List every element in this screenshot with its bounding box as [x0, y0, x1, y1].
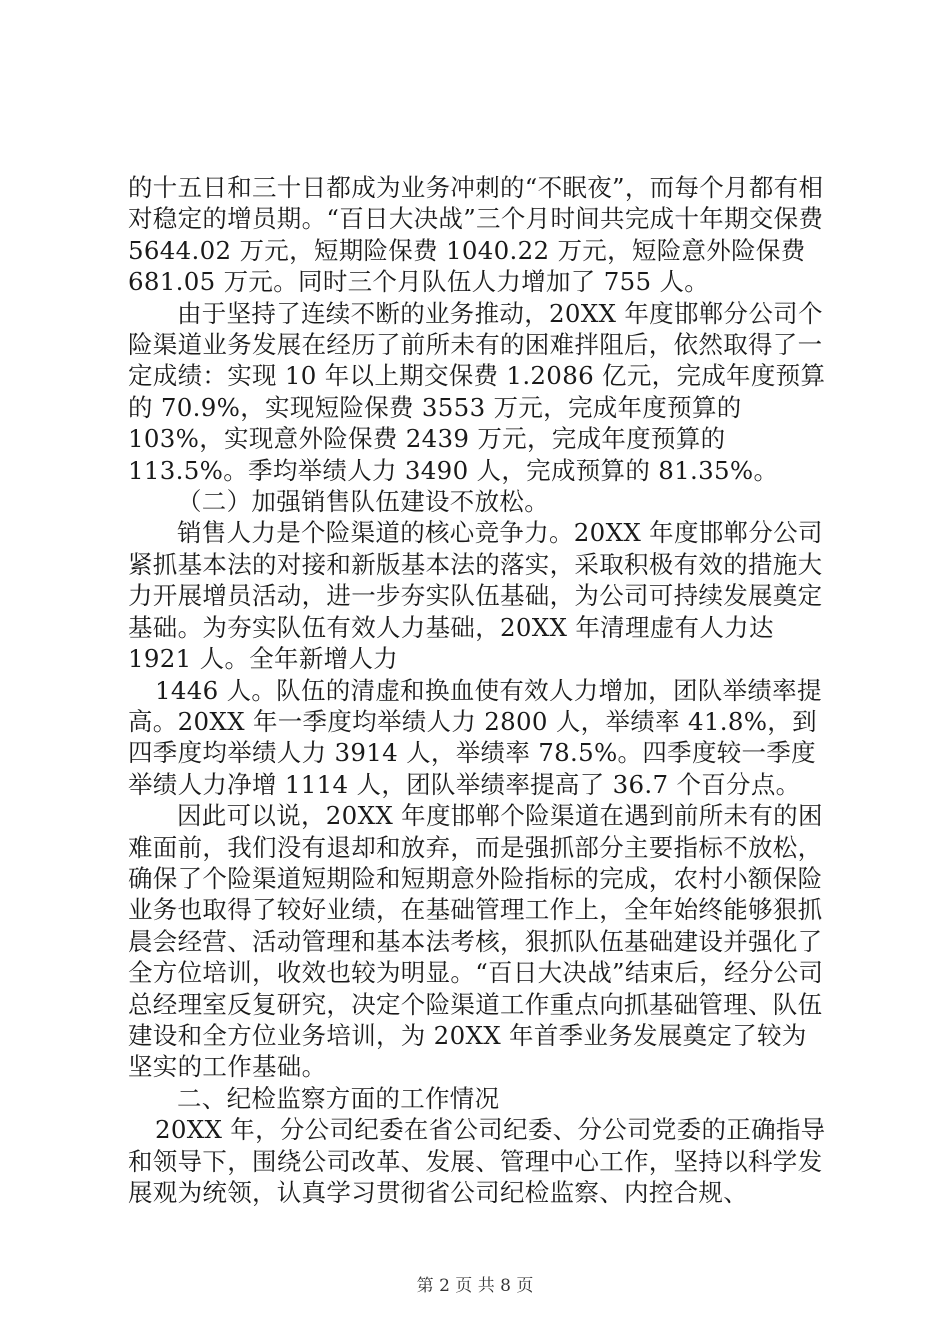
paragraph-4: 1446 人。队伍的清虚和换血使有效人力增加，团队举绩率提高。20XX 年一季度均举绩人力 2800 人，举绩率 41.8%，到四季度均举绩人力 3914 人，举绩率 78.5%。四季度较一季度举绩人力净增 1114 人，团队举绩率提高了 36.7 个百分点。: [128, 675, 822, 799]
paragraph-6: 20XX 年，分公司纪委在省公司纪委、分公司党委的正确指导和领导下，围绕公司改革、发展、管理中心工作，坚持以科学发展观为统领，认真学习贯彻省公司纪检监察、内控合规、: [128, 1115, 826, 1207]
paragraph-1: 的十五日和三十日都成为业务冲刺的“不眠夜”，而每个月都有相对稳定的增员期。“百日大决战”三个月时间共完成十年期交保费 5644.02 万元，短期险保费 1040.22 万元，短险意外险保费 681.05 万元。同时三个月队伍人力增加了 755 人。: [128, 173, 824, 297]
page-footer: 第 2 页 共 8 页: [416, 1276, 534, 1296]
paragraph-2: 由于坚持了连续不断的业务推动，20XX 年度邯郸分公司个险渠道业务发展在经历了前所未有的困难拌阻后，依然取得了一定成绩：实现 10 年以上期交保费 1.2086 亿元，完成年度预算的 70.9%，实现短险保费 3553 万元，完成年度预算的 103%，实现意外险保费 2439 万元，完成年度预算的 113.5%。季均举绩人力 3490 人，完成预算的 81.35%。: [128, 298, 826, 485]
section-heading-2: （二）加强销售队伍建设不放松。: [177, 487, 549, 517]
section-heading-er: 二、纪检监察方面的工作情况: [177, 1083, 500, 1113]
document-body: [128, 172, 828, 1208]
paragraph-5: 因此可以说，20XX 年度邯郸个险渠道在遇到前所未有的困难面前，我们没有退却和放弃，而是强抓部分主要指标不放松，确保了个险渠道短期险和短期意外险指标的完成，农村小额保险业务也取得了较好业绩，在基础管理工作上，全年始终能够狠抓晨会经营、活动管理和基本法考核，狠抓队伍基础建设并强化了全方位培训，收效也较为明显。“百日大决战”结束后，经分公司总经理室反复研究，决定个险渠道工作重点向抓基础管理、队伍建设和全方位业务培训，为 20XX 年首季业务发展奠定了较为坚实的工作基础。: [128, 801, 824, 1082]
paragraph-3: 销售人力是个险渠道的核心竞争力。20XX 年度邯郸分公司紧抓基本法的对接和新版基本法的落实，采取积极有效的措施大力开展增员活动，进一步夯实队伍基础，为公司可持续发展奠定基础。为夯实队伍有效人力基础，20XX 年清理虚有人力达 1921 人。全年新增人力: [128, 518, 823, 674]
